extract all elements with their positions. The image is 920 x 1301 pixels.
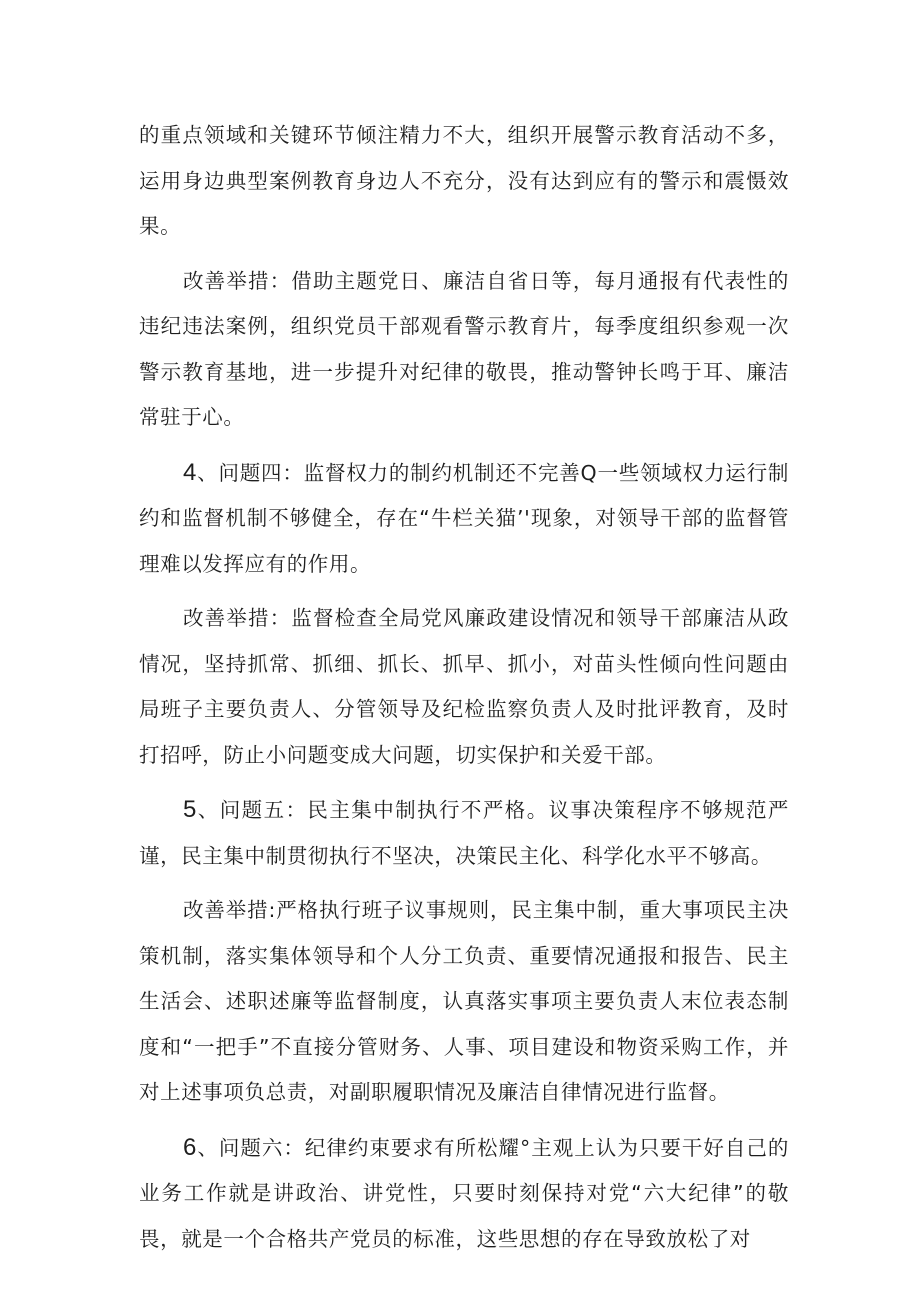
paragraph-text: 、问题六：纪律约束要求有所松耀°主观上认为只要干好自己的业务工作就是讲政治、讲党性，只要时刻保持对党“六大纪律”的敬畏，就是一个合格共产党员的标准，这些思想的存在导致放松了对	[139, 1135, 789, 1251]
paragraph-warning-education-tail	[139, 113, 789, 250]
paragraph-text: 改善举措：借助主题党日、廉洁自省日等，每月通报有代表性的违纪违法案例，组织党员干部观看警示教育片，每季度组织参观一次警示教育基地，进一步提升对纪律的敬畏，推动警钟长鸣于耳、廉洁常驻于心。	[139, 268, 789, 429]
paragraph-issue-4	[139, 450, 789, 588]
paragraph-improvement-measures-3	[139, 259, 789, 441]
paragraph-improvement-measures-4	[139, 596, 789, 778]
paragraph-text: 、问题四：监督权力的制约机制还不完善Q一些领域权力运行制约和监督机制不够健全，存在“牛栏关猫’'现象，对领导干部的监督管理难以发挥应有的作用。	[139, 460, 789, 576]
paragraph-issue-6	[139, 1125, 789, 1263]
issue-number: 4	[183, 458, 197, 486]
document-body	[139, 113, 789, 1262]
paragraph-text: 改善举措:严格执行班子议事规则，民主集中制，重大事项民主决策机制，落实集体领导和个人分工负责、重要情况通报和报告、民主生活会、述职述廉等监督制度，认真落实事项主要负责人末位表态制度和“一把手”不直接分管财务、人事、项目建设和物资采购工作，并对上述事项负总责，对副职履职情况及廉洁自律情况进行监督。	[139, 898, 789, 1104]
paragraph-improvement-measures-5	[139, 888, 789, 1116]
issue-number: 5	[183, 796, 197, 823]
paragraph-text: 的重点领域和关键环节倾注精力不大，组织开展警示教育活动不多，运用身边典型案例教育身边人不充分，没有达到应有的警示和震慑效果。	[139, 123, 789, 238]
paragraph-issue-5	[139, 787, 789, 879]
paragraph-text: 改善举措：监督检查全局党风廉政建设情况和领导干部廉洁从政情况，坚持抓常、抓细、抓长、抓早、抓小，对苗头性倾向性问题由局班子主要负责人、分管领导及纪检监察负责人及时批评教育，及时打招呼，防止小问题变成大问题，切实保护和关爱干部。	[139, 606, 789, 767]
paragraph-text: 、问题五：民主集中制执行不严格。议事决策程序不够规范严谨，民主集中制贯彻执行不坚决，决策民主化、科学化水平不够高。	[139, 798, 789, 868]
issue-number: 6	[183, 1133, 197, 1161]
